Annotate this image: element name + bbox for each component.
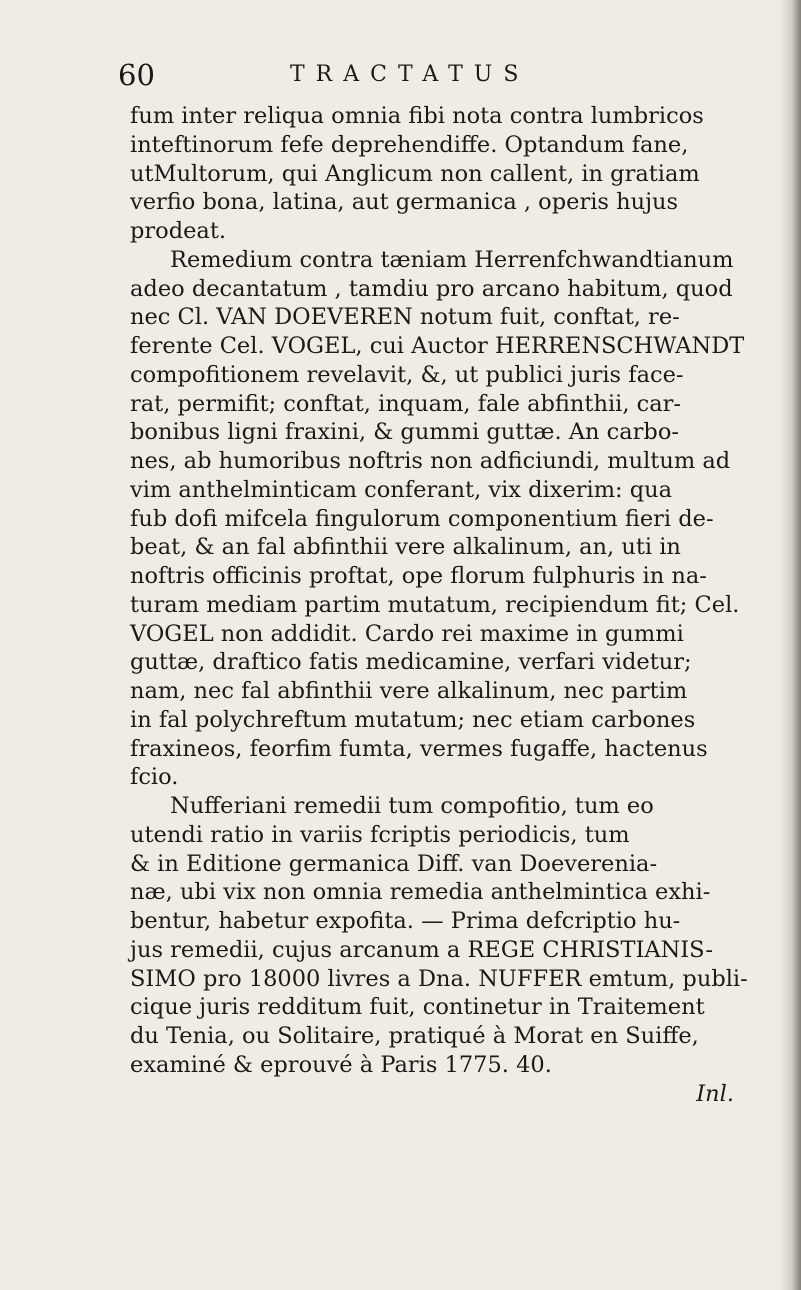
text-line: fub dofi mifcela fingulorum componentium fieri de- bbox=[130, 505, 714, 532]
text-line: næ, ubi vix non omnia remedia anthelmintica exhi- bbox=[130, 879, 711, 906]
text-line: vim anthelminticam conferant, vix dixerim: qua bbox=[130, 476, 673, 503]
text-line: fraxineos, feorfim fumta, vermes fugaffe, hactenus bbox=[130, 735, 708, 762]
running-head bbox=[118, 58, 718, 98]
text-line: verfio bona, latina, aut germanica , operis hujus bbox=[130, 189, 679, 216]
body-text bbox=[130, 102, 772, 1108]
page-edge-shadow bbox=[779, 0, 801, 1290]
text-line: turam mediam partim mutatum, recipiendum fit; Cel. bbox=[130, 591, 740, 618]
text-line: beat, & an fal abfinthii vere alkalinum, an, uti in bbox=[130, 534, 681, 561]
text-line: fum inter reliqua omnia fibi nota contra lumbricos bbox=[130, 103, 704, 129]
text-line: du Tenia, ou Solitaire, pratiqué à Morat en Suiffe, bbox=[130, 1023, 699, 1049]
text-line: VOGEL non addidit. Cardo rei maxime in gummi bbox=[130, 620, 684, 647]
text-line: compofitionem revelavit, &, ut publici juris face- bbox=[130, 361, 684, 388]
text-line: Nufferiani remedii tum compofitio, tum eo bbox=[170, 793, 654, 819]
text-line: in fal polychreftum mutatum; nec etiam carbones bbox=[130, 706, 696, 733]
text-line: ferente Cel. VOGEL, cui Auctor HERRENSCHWANDT bbox=[130, 333, 745, 359]
text-line: nam, nec fal abfinthii vere alkalinum, nec partim bbox=[130, 678, 688, 704]
text-line: fcio. bbox=[130, 764, 179, 791]
text-line: & in Editione germanica Diff. van Doeverenia- bbox=[130, 850, 658, 877]
text-line: cique juris redditum fuit, continetur in Traitement bbox=[130, 994, 705, 1021]
text-line: guttæ, draftico fatis medicamine, verfari videtur; bbox=[130, 649, 692, 676]
page-number: 60 bbox=[118, 58, 155, 92]
text-line: bentur, habetur expofita. — Prima defcriptio hu- bbox=[130, 908, 681, 934]
text-line: bonibus ligni fraxini, & gummi guttæ. An carbo- bbox=[130, 419, 679, 446]
text-line: adeo decantatum , tamdiu pro arcano habitum, quod bbox=[130, 275, 733, 302]
text-line: Remedium contra tæniam Herrenfchwandtianum bbox=[170, 246, 734, 273]
text-line: rat, permifit; conftat, inquam, fale abfinthii, car- bbox=[130, 390, 682, 417]
text-line: utMultorum, qui Anglicum non callent, in gratiam bbox=[130, 160, 700, 187]
text-line: utendi ratio in variis fcriptis periodicis, tum bbox=[130, 821, 630, 848]
text-line: jus remedii, cujus arcanum a REGE CHRISTIANIS- bbox=[130, 936, 714, 963]
text-line: noftris officinis proftat, ope florum fulphuris in na- bbox=[130, 563, 707, 589]
text-line: prodeat. bbox=[130, 218, 227, 244]
catchword: Inl. bbox=[696, 1080, 734, 1107]
running-title: TRACTATUS bbox=[290, 62, 530, 87]
text-line: nec Cl. VAN DOEVEREN notum fuit, conftat, re- bbox=[130, 304, 680, 331]
text-line: examiné & eprouvé à Paris 1775. 40. bbox=[130, 1051, 552, 1078]
text-line: SIMO pro 18000 livres a Dna. NUFFER emtum, publi- bbox=[130, 965, 748, 992]
text-line: inteftinorum fefe deprehendiffe. Optandum fane, bbox=[130, 131, 689, 158]
text-line: nes, ab humoribus noftris non adficiundi, multum ad bbox=[130, 448, 731, 474]
